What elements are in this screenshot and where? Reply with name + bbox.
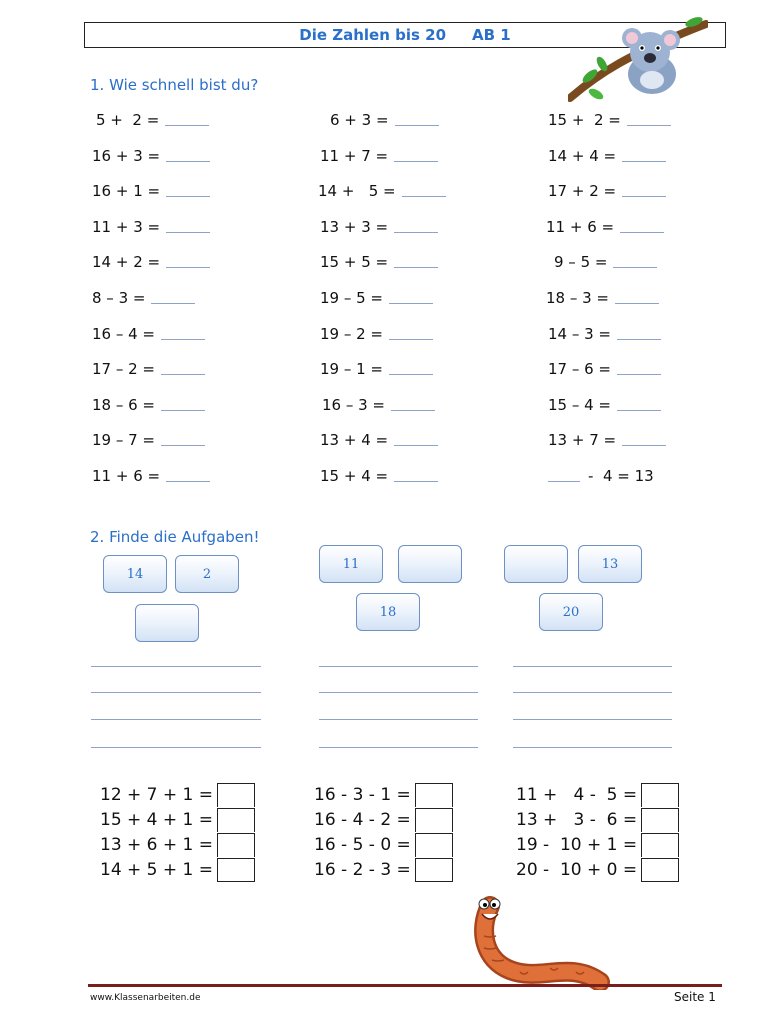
equation	[320, 147, 438, 165]
answer-box[interactable]	[415, 783, 453, 807]
answer-box[interactable]	[641, 783, 679, 807]
chain-equation	[516, 858, 679, 882]
answer-box[interactable]	[217, 833, 255, 857]
equation-text: 15 + 5 =	[320, 253, 389, 271]
answer-blank[interactable]	[622, 444, 666, 446]
answer-line[interactable]	[319, 719, 478, 720]
worksheet-code: AB 1	[472, 26, 511, 44]
equation-text: 15 + 2 =	[548, 111, 621, 129]
answer-box[interactable]	[217, 858, 255, 882]
section-1-heading: 1. Wie schnell bist du?	[90, 76, 259, 94]
chain-equation-text: 16 - 2 - 3 =	[314, 860, 411, 880]
answer-box[interactable]	[415, 808, 453, 832]
equation-text: 13 + 4 =	[320, 431, 389, 449]
equation-text: 16 – 4 =	[92, 325, 156, 343]
answer-blank[interactable]	[151, 302, 195, 304]
answer-blank[interactable]	[389, 302, 433, 304]
footer-divider	[88, 984, 722, 987]
equation	[92, 431, 205, 449]
answer-blank[interactable]	[391, 409, 435, 411]
equation	[546, 289, 659, 307]
answer-blank[interactable]	[622, 195, 666, 197]
equation	[548, 396, 661, 414]
equation	[548, 147, 666, 165]
chain-equation-text: 16 - 5 - 0 =	[314, 835, 411, 855]
equation	[96, 111, 209, 129]
equation	[320, 218, 438, 236]
equation-text: 18 – 6 =	[92, 396, 156, 414]
chain-equation	[100, 783, 255, 807]
equation-text: 18 – 3 =	[546, 289, 610, 307]
equation	[92, 147, 210, 165]
equation	[318, 182, 446, 200]
equation-text: 14 – 3 =	[548, 325, 612, 343]
worm-illustration	[470, 890, 610, 990]
number-box	[135, 604, 199, 642]
equation-text: 17 – 6 =	[548, 360, 612, 378]
chain-equation	[314, 783, 453, 807]
chain-equation-text: 12 + 7 + 1 =	[100, 785, 214, 805]
answer-blank[interactable]	[389, 373, 433, 375]
equation-text: 6 + 3 =	[330, 111, 389, 129]
answer-line[interactable]	[91, 666, 261, 667]
answer-blank[interactable]	[161, 373, 205, 375]
equation	[548, 182, 666, 200]
chain-equation	[100, 808, 255, 832]
equation-text: - 4 = 13	[588, 467, 654, 485]
chain-equation-text: 14 + 5 + 1 =	[100, 860, 214, 880]
chain-equation-text: 16 - 4 - 2 =	[314, 810, 411, 830]
equation	[92, 218, 210, 236]
number-box: 18	[356, 593, 420, 631]
chain-equation	[516, 783, 679, 807]
equation-text: 19 – 2 =	[320, 325, 384, 343]
answer-blank[interactable]	[617, 409, 661, 411]
answer-blank[interactable]	[161, 338, 205, 340]
section-2-heading: 2. Finde die Aufgaben!	[90, 528, 260, 546]
equation	[92, 360, 205, 378]
equation-text: 5 + 2 =	[96, 111, 160, 129]
answer-box[interactable]	[641, 833, 679, 857]
answer-blank[interactable]	[166, 480, 210, 482]
answer-line[interactable]	[319, 666, 478, 667]
equation-text: 17 – 2 =	[92, 360, 156, 378]
chain-equation	[100, 858, 255, 882]
equation-text: 11 + 3 =	[92, 218, 161, 236]
answer-line[interactable]	[319, 747, 478, 748]
equation	[320, 289, 433, 307]
equation-text: 14 + 4 =	[548, 147, 617, 165]
answer-box[interactable]	[217, 808, 255, 832]
worksheet-title: Die Zahlen bis 20	[299, 26, 447, 44]
answer-blank[interactable]	[394, 160, 438, 162]
answer-blank[interactable]	[617, 373, 661, 375]
equation-text: 14 + 5 =	[318, 182, 396, 200]
equation-text: 11 + 6 =	[92, 467, 161, 485]
equation	[548, 360, 661, 378]
equation-text: 14 + 2 =	[92, 253, 161, 271]
answer-blank[interactable]	[165, 124, 209, 126]
answer-blank[interactable]	[627, 124, 671, 126]
equation	[330, 111, 439, 129]
footer-page-number: Seite 1	[674, 990, 716, 1004]
equation-text: 13 + 3 =	[320, 218, 389, 236]
equation	[92, 467, 210, 485]
equation	[320, 360, 433, 378]
chain-equation-text: 13 + 6 + 1 =	[100, 835, 214, 855]
answer-line[interactable]	[91, 747, 261, 748]
answer-blank[interactable]	[622, 160, 666, 162]
equation-text: 15 + 4 =	[320, 467, 389, 485]
answer-blank[interactable]	[394, 231, 438, 233]
answer-blank[interactable]	[615, 302, 659, 304]
chain-equation-text: 19 - 10 + 1 =	[516, 835, 638, 855]
answer-blank[interactable]	[161, 444, 205, 446]
number-box: 11	[319, 545, 383, 583]
answer-blank[interactable]	[395, 124, 439, 126]
answer-blank[interactable]	[166, 195, 210, 197]
answer-box[interactable]	[217, 783, 255, 807]
answer-blank[interactable]	[166, 160, 210, 162]
number-box: 20	[539, 593, 603, 631]
footer-website: www.Klassenarbeiten.de	[90, 993, 201, 1003]
chain-equation-text: 16 - 3 - 1 =	[314, 785, 411, 805]
equation	[92, 289, 195, 307]
equation	[320, 467, 438, 485]
equation-text: 8 – 3 =	[92, 289, 146, 307]
answer-line[interactable]	[513, 747, 672, 748]
equation	[322, 396, 435, 414]
answer-blank[interactable]	[613, 266, 657, 268]
number-box	[504, 545, 568, 583]
answer-line[interactable]	[319, 692, 478, 693]
chain-equation	[516, 833, 679, 857]
number-box: 2	[175, 555, 239, 593]
answer-blank[interactable]	[166, 266, 210, 268]
number-box: 14	[103, 555, 167, 593]
equation	[92, 182, 210, 200]
answer-blank[interactable]	[161, 409, 205, 411]
answer-box[interactable]	[641, 808, 679, 832]
answer-line[interactable]	[513, 719, 672, 720]
answer-blank[interactable]	[166, 231, 210, 233]
answer-line[interactable]	[91, 692, 261, 693]
chain-equation-text: 20 - 10 + 0 =	[516, 860, 638, 880]
koala-illustration	[568, 14, 708, 102]
chain-equation-text: 13 + 3 - 6 =	[516, 810, 638, 830]
equation-text: 19 – 7 =	[92, 431, 156, 449]
answer-blank[interactable]	[389, 338, 433, 340]
equation-text: 15 – 4 =	[548, 396, 612, 414]
equation	[92, 253, 210, 271]
equation	[548, 111, 671, 129]
answer-box[interactable]	[415, 833, 453, 857]
equation-text: 16 + 3 =	[92, 147, 161, 165]
equation-text: 19 – 5 =	[320, 289, 384, 307]
equation-text: 17 + 2 =	[548, 182, 617, 200]
equation-text: 16 – 3 =	[322, 396, 386, 414]
chain-equation	[100, 833, 255, 857]
equation	[320, 325, 433, 343]
answer-box[interactable]	[415, 858, 453, 882]
equation	[320, 253, 438, 271]
chain-equation	[314, 858, 453, 882]
answer-blank[interactable]	[617, 338, 661, 340]
answer-line[interactable]	[513, 692, 672, 693]
equation	[554, 253, 657, 271]
answer-blank[interactable]	[394, 266, 438, 268]
answer-blank[interactable]	[402, 195, 446, 197]
equation-text: 9 – 5 =	[554, 253, 608, 271]
equation	[92, 396, 205, 414]
chain-equation	[516, 808, 679, 832]
chain-equation	[314, 833, 453, 857]
number-box	[398, 545, 462, 583]
equation-text: 13 + 7 =	[548, 431, 617, 449]
chain-equation-text: 11 + 4 - 5 =	[516, 785, 638, 805]
answer-line[interactable]	[513, 666, 672, 667]
chain-equation-text: 15 + 4 + 1 =	[100, 810, 214, 830]
equation	[548, 467, 654, 485]
number-box: 13	[578, 545, 642, 583]
equation	[548, 325, 661, 343]
answer-blank[interactable]	[394, 444, 438, 446]
answer-blank[interactable]	[394, 480, 438, 482]
answer-blank[interactable]	[548, 480, 580, 482]
answer-box[interactable]	[641, 858, 679, 882]
equation	[548, 431, 666, 449]
equation	[546, 218, 664, 236]
equation-text: 11 + 6 =	[546, 218, 615, 236]
answer-blank[interactable]	[620, 231, 664, 233]
equation-text: 16 + 1 =	[92, 182, 161, 200]
equation-text: 19 – 1 =	[320, 360, 384, 378]
equation	[320, 431, 438, 449]
equation-text: 11 + 7 =	[320, 147, 389, 165]
answer-line[interactable]	[91, 719, 261, 720]
equation	[92, 325, 205, 343]
chain-equation	[314, 808, 453, 832]
